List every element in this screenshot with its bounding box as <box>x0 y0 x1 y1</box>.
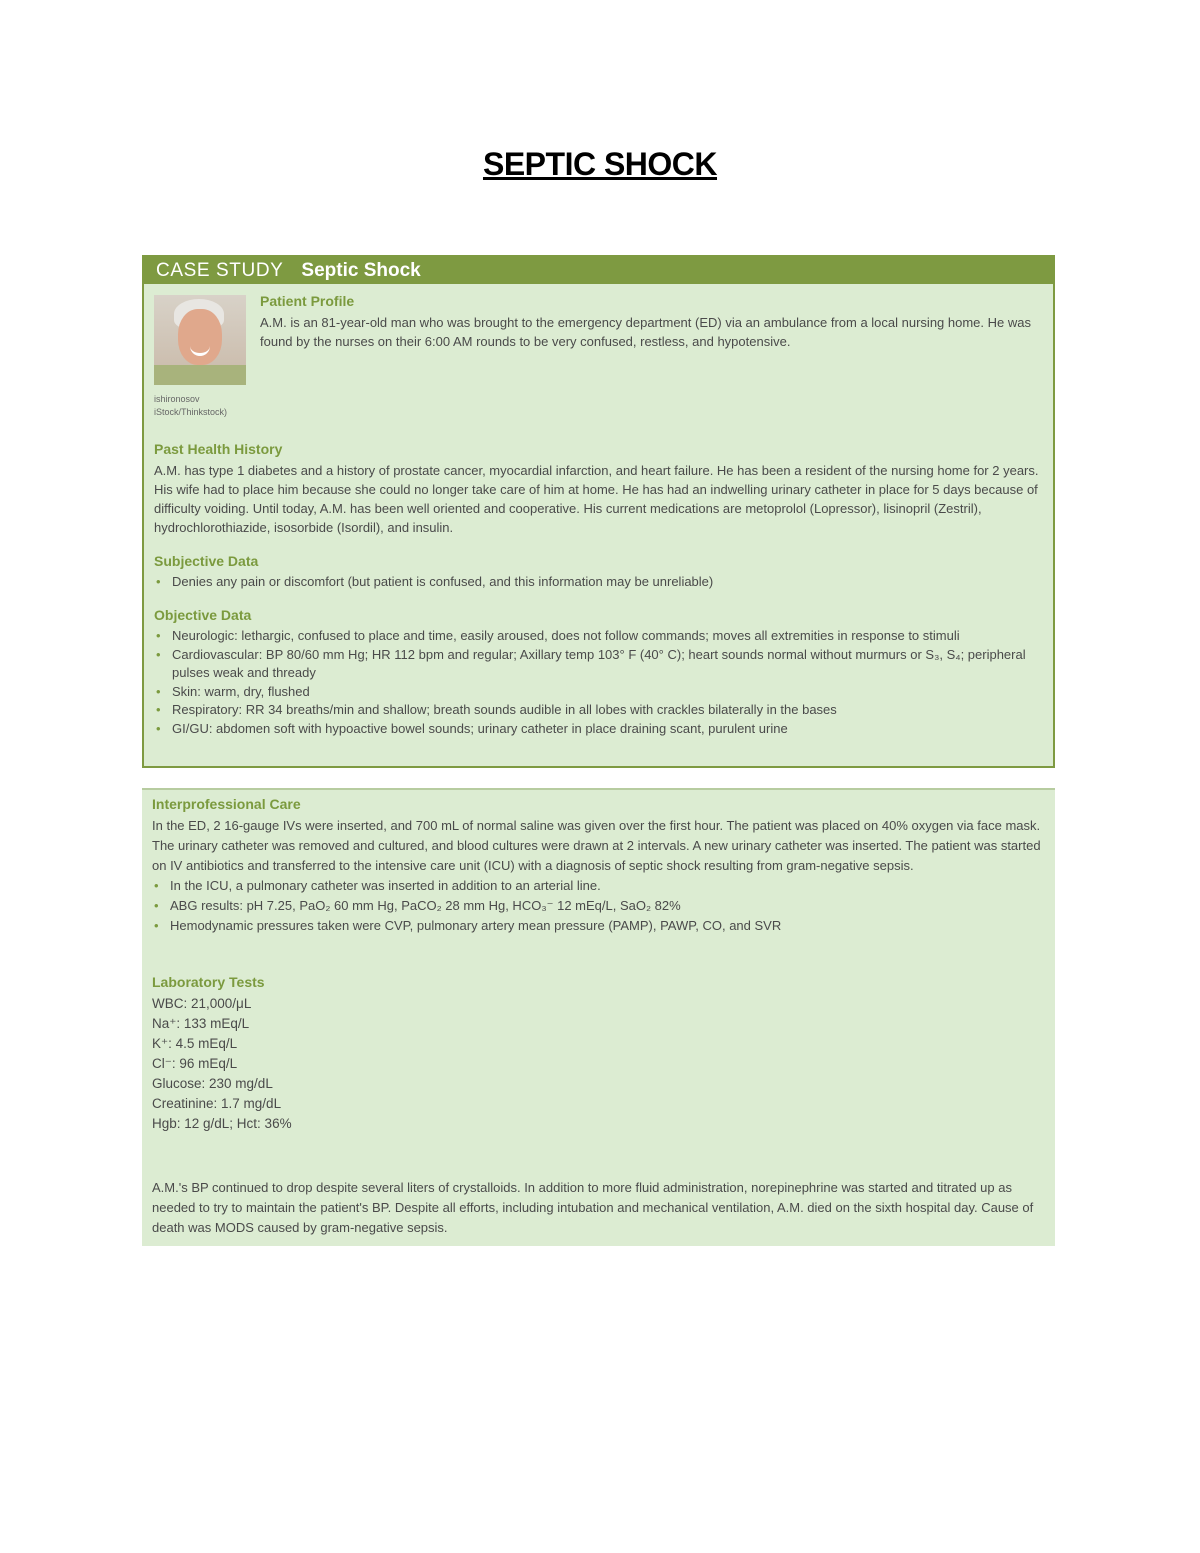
patient-profile-section <box>260 293 1050 351</box>
list-item: • In the ICU, a pulmonary catheter was inserted in addition to an arterial line. <box>152 876 1048 896</box>
laboratory-tests-heading: Laboratory Tests <box>152 974 265 990</box>
case-study-banner <box>144 257 1053 284</box>
list-item: • Respiratory: RR 34 breaths/min and shallow; breath sounds audible in all lobes with crackles bilaterally in the bases <box>154 701 1046 720</box>
interprofessional-care-heading: Interprofessional Care <box>152 796 301 812</box>
objective-data-section <box>154 607 1046 738</box>
objective-data-list <box>154 627 1046 738</box>
interprofessional-care-section <box>152 796 1048 936</box>
lab-line: Na⁺: 133 mEq/L <box>152 1016 250 1031</box>
list-item: • GI/GU: abdomen soft with hypoactive bowel sounds; urinary catheter in place draining scant, purulent urine <box>154 720 1046 739</box>
outcome-text: A.M.'s BP continued to drop despite several liters of crystalloids. In addition to more fluid administration, norepinephrine was started and titrated up as needed to try to maintain the patient's BP. Despite all efforts, including intubation and mechanical ventilation, A.M. died on the sixth hospital day. Cause of death was MODS caused by gram-negative sepsis. <box>152 1180 1034 1235</box>
care-box <box>142 788 1055 1246</box>
patient-profile-text: A.M. is an 81-year-old man who was brought to the emergency department (ED) via an ambulance from a local nursing home. He was found by the nurses on their 6:00 AM rounds to be very confused, restless, and hypotensive. <box>260 315 1031 349</box>
lab-line: Glucose: 230 mg/dL <box>152 1076 273 1091</box>
page-title: SEPTIC SHOCK <box>482 146 718 182</box>
lab-line: Cl⁻: 96 mEq/L <box>152 1056 238 1071</box>
lab-line: K⁺: 4.5 mEq/L <box>152 1036 238 1051</box>
lab-line: WBC: 21,000/μL <box>152 996 252 1011</box>
subjective-data-section <box>154 553 1046 592</box>
laboratory-tests-section <box>152 974 292 1134</box>
list-item: • Cardiovascular: BP 80/60 mm Hg; HR 112 bpm and regular; Axillary temp 103° F (40° C); heart sounds normal without murmurs or S₃, S₄; peripheral pulses weak and thready <box>154 646 1046 683</box>
patient-photo <box>154 295 246 385</box>
list-item: • Neurologic: lethargic, confused to place and time, easily aroused, does not follow commands; moves all extremities in response to stimuli <box>154 627 1046 646</box>
subjective-data-list <box>154 573 1046 592</box>
interprofessional-care-text: In the ED, 2 16-gauge IVs were inserted, and 700 mL of normal saline was given over the first hour. The patient was placed on 40% oxygen via face mask. The urinary catheter was removed and cultured, and blood cultures were drawn at 2 intervals. A new urinary catheter was inserted. The patient was started on IV antibiotics and transferred to the intensive care unit (ICU) with a diagnosis of septic shock resulting from gram-negative sepsis. <box>152 818 1041 873</box>
interprofessional-care-list <box>152 876 1048 936</box>
subjective-data-heading: Subjective Data <box>154 553 259 569</box>
objective-data-heading: Objective Data <box>154 607 252 623</box>
past-health-history-heading: Past Health History <box>154 441 283 457</box>
past-health-history-section <box>154 441 1046 537</box>
photo-credit: ishironosov iStock/Thinkstock) <box>154 394 228 417</box>
banner-title: Septic Shock <box>301 259 421 281</box>
case-study-box <box>142 255 1055 768</box>
lab-line: Creatinine: 1.7 mg/dL <box>152 1096 282 1111</box>
patient-profile-heading: Patient Profile <box>260 293 355 309</box>
list-item: • Hemodynamic pressures taken were CVP, pulmonary artery mean pressure (PAMP), PAWP, CO, and SVR <box>152 916 1048 936</box>
past-health-history-text: A.M. has type 1 diabetes and a history of prostate cancer, myocardial infarction, and heart failure. He has been a resident of the nursing home for 2 years. His wife had to place him because she could no longer take care of him at home. He has had an indwelling urinary catheter in place for 5 days because of difficulty voiding. Until today, A.M. has been well oriented and cooperative. His current medications are metoprolol (Lopressor), lisinopril (Zestril), hydrochlorothiazide, isosorbide (Isordil), and insulin. <box>154 463 1039 535</box>
lab-line: Hgb: 12 g/dL; Hct: 36% <box>152 1116 292 1131</box>
list-item: • ABG results: pH 7.25, PaO₂ 60 mm Hg, PaCO₂ 28 mm Hg, HCO₃⁻ 12 mEq/L, SaO₂ 82% <box>152 896 1048 916</box>
outcome-section <box>152 1178 1048 1238</box>
banner-label: CASE STUDY <box>156 259 284 281</box>
list-item: • Skin: warm, dry, flushed <box>154 683 1046 702</box>
list-item: • Denies any pain or discomfort (but patient is confused, and this information may be unreliable) <box>154 573 1046 592</box>
